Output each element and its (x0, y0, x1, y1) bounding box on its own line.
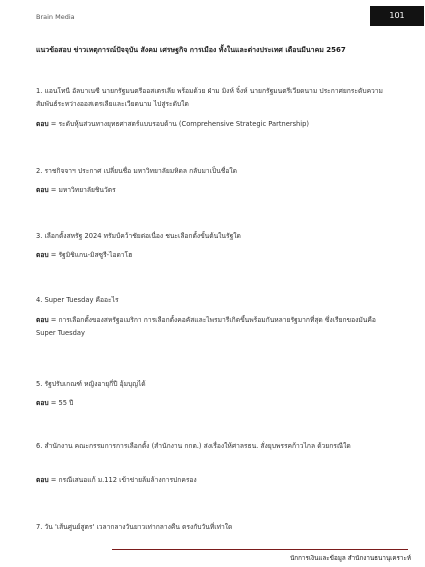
brand-label: Brain Media (36, 13, 75, 21)
question-3: 3. เลือกตั้งสหรัฐ 2024 ทรัมป์คว้าชัยต่อเนื่อง ชนะเลือกตั้งขั้นต้นในรัฐใด (36, 232, 241, 240)
answer-text: ระดับหุ้นส่วนทางยุทธศาสตร์แบบรอบด้าน (Comprehensive Strategic Partnership) (58, 120, 310, 128)
answer-3: ตอบ = รัฐมิชิแกน-มิสซูรี-ไอดาโฮ (36, 251, 133, 259)
footer-text: นักการเงินและข้อมูล สำนักงานธนานุเคราะห์ (290, 555, 411, 562)
question-5: 5. รัฐปรับเกณฑ์ หญิงอายุกี่ปี อุ้มบุญได้ (36, 380, 146, 388)
answer-text: 55 ปี (58, 399, 74, 407)
answer-label: ตอบ (36, 251, 49, 259)
answer-label: ตอบ (36, 476, 49, 484)
answer-label: ตอบ (36, 316, 49, 324)
question-2: 2. ราชกิจจาฯ ประกาศ เปลี่ยนชื่อ มหาวิทยาลัยมหิดล กลับมาเป็นชื่อใด (36, 167, 237, 175)
document-title: แนวข้อสอบ ข่าวเหตุการณ์ปัจจุบัน สังคม เศรษฐกิจ การเมือง ทั้งในและต่างประเทศ เดือนมีนาคม 2567 (36, 46, 346, 54)
answer-4: ตอบ = การเลือกตั้งของสหรัฐอเมริกา การเลือกตั้งคอคัสและไพรมารีเกิดขึ้นพร้อมกันหลายรัฐมากที่สุด ซึ่งเรียกของมันคือ Super Tuesday (36, 316, 376, 337)
answer-6: ตอบ = กรณีเสนอแก้ ม.112 เข้าข่ายล้มล้างการปกครอง (36, 476, 197, 484)
answer-label: ตอบ (36, 186, 49, 194)
footer-divider (112, 549, 408, 550)
question-4: 4. Super Tuesday คืออะไร (36, 296, 119, 304)
answer-5: ตอบ = 55 ปี (36, 399, 74, 407)
answer-text: มหาวิทยาลัยชินวัตร (58, 186, 116, 194)
answer-text: รัฐมิชิแกน-มิสซูรี-ไอดาโฮ (58, 251, 133, 259)
answer-label: ตอบ (36, 120, 49, 128)
answer-1: ตอบ = ระดับหุ้นส่วนทางยุทธศาสตร์แบบรอบด้าน (Comprehensive Strategic Partnership) (36, 120, 310, 128)
question-6: 6. สำนักงาน คณะกรรมการการเลือกตั้ง (สำนักงาน กกต.) ส่งเรื่องให้ศาลรธน. สั่งยุบพรรคก้าวไกล ด้วยกรณีใด (36, 442, 351, 450)
answer-2: ตอบ = มหาวิทยาลัยชินวัตร (36, 186, 116, 194)
answer-text: กรณีเสนอแก้ ม.112 เข้าข่ายล้มล้างการปกครอง (58, 476, 197, 484)
page-number-badge: 101 (370, 6, 424, 26)
answer-label: ตอบ (36, 399, 49, 407)
answer-text: การเลือกตั้งของสหรัฐอเมริกา การเลือกตั้งคอคัสและไพรมารีเกิดขึ้นพร้อมกันหลายรัฐมากที่สุด ซึ่งเรียกของมันคือ Super Tuesday (36, 316, 376, 337)
question-1: 1. แอนโทนี อัลบาเนซี นายกรัฐมนตรีออสเตรเลีย พร้อมด้วย ฝ่าม มิงห์ จิ๋งห์ นายกรัฐมนตรีเวียดนาม ประกาศยกระดับความสัมพันธ์ระหว่างออสเตรเลียและเวียดนาม ไปสู่ระดับใด (36, 87, 383, 108)
question-7: 7. วัน 'เส้นศูนย์สูตร' เวลากลางวันยาวเท่ากลางคืน ตรงกับวันที่เท่าใด (36, 523, 233, 531)
